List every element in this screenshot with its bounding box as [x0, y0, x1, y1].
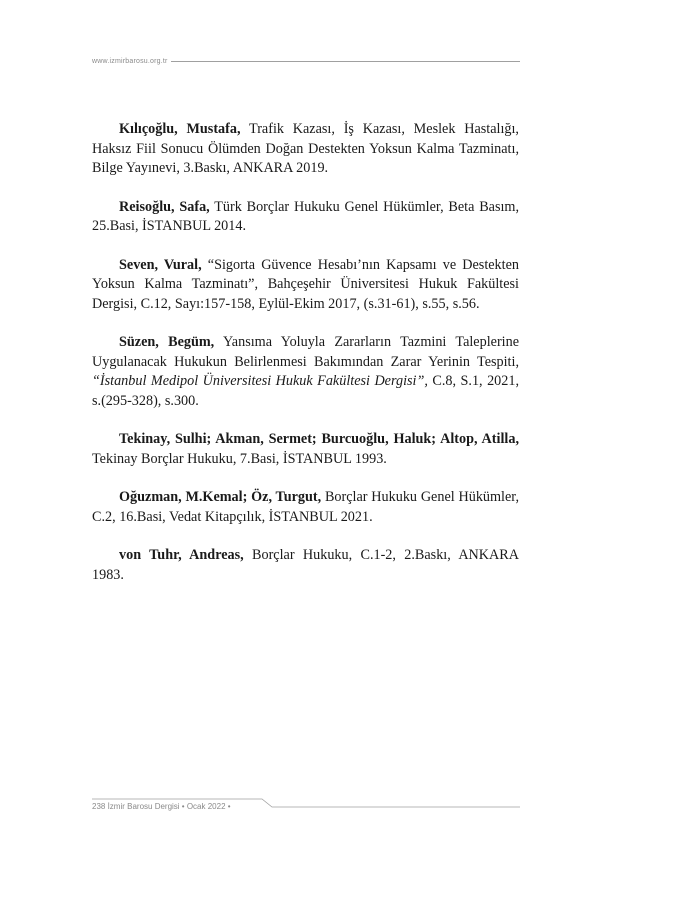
- reference-author: Reisoğlu, Safa,: [119, 198, 210, 215]
- reference-entry: [92, 546, 519, 585]
- reference-author: Kılıçoğlu, Mustafa,: [119, 121, 241, 137]
- reference-text: Yansıma Yoluyla Zararların Tazmini Taleplerine Uygulanacak Hukukun Belirlenmesi Bakımından Zarar Yerinin Tespiti,: [92, 334, 519, 370]
- reference-author: Süzen, Begüm,: [119, 334, 215, 350]
- reference-text: Tekinay Borçlar Hukuku, 7.Basi, İSTANBUL 1993.: [92, 450, 387, 467]
- reference-entry: [92, 488, 519, 527]
- reference-text: “Sigorta Güvence Hesabı’nın Kapsamı ve Destekten Yoksun Kalma Tazminatı”, Bahçeşehir Üniversitesi Hukuk Fakültesi Dergisi, C.12, Sayı:157-158, Eylül-Ekim 2017, (s.31-61), s.55, s.56.: [92, 256, 519, 312]
- reference-author: Tekinay, Sulhi; Akman, Sermet; Burcuoğlu, Haluk; Altop, Atilla,: [119, 431, 519, 447]
- reference-entry: [92, 198, 519, 237]
- reference-text: Borçlar Hukuku Genel Hükümler, C.2, 16.Basi, Vedat Kitapçılık, İSTANBUL 2021.: [92, 489, 519, 525]
- reference-text: Borçlar Hukuku, C.1-2, 2.Baskı, ANKARA 1983.: [92, 547, 520, 583]
- header-rule: [171, 61, 520, 62]
- page-header: [92, 54, 520, 68]
- reference-text-after: C.8, S.1, 2021, s.(295-328), s.300.: [92, 373, 520, 409]
- reference-author: von Tuhr, Andreas,: [119, 547, 244, 563]
- reference-entry: [92, 333, 519, 411]
- reference-text: Türk Borçlar Hukuku Genel Hükümler, Beta Basım, 25.Basi, İSTANBUL 2014.: [92, 198, 520, 234]
- reference-entry: [92, 120, 519, 179]
- bibliography: [92, 120, 519, 604]
- page-footer: [92, 798, 520, 814]
- header-url: www.izmirbarosu.org.tr: [92, 57, 168, 65]
- reference-entry: [92, 256, 519, 315]
- footer-page-info: 238 İzmir Barosu Dergisi • Ocak 2022 •: [92, 802, 231, 811]
- reference-text: Trafik Kazası, İş Kazası, Meslek Hastalığı, Haksız Fiil Sonucu Ölümden Doğan Destekten Yoksun Kalma Tazminatı, Bilge Yayınevi, 3.Baskı, ANKARA 2019.: [92, 121, 519, 176]
- reference-author: Seven, Vural,: [119, 256, 202, 273]
- reference-journal-title: “İstanbul Medipol Üniversitesi Hukuk Fakültesi Dergisi”,: [92, 373, 428, 389]
- reference-entry: [92, 430, 519, 469]
- reference-author: Oğuzman, M.Kemal; Öz, Turgut,: [119, 489, 322, 505]
